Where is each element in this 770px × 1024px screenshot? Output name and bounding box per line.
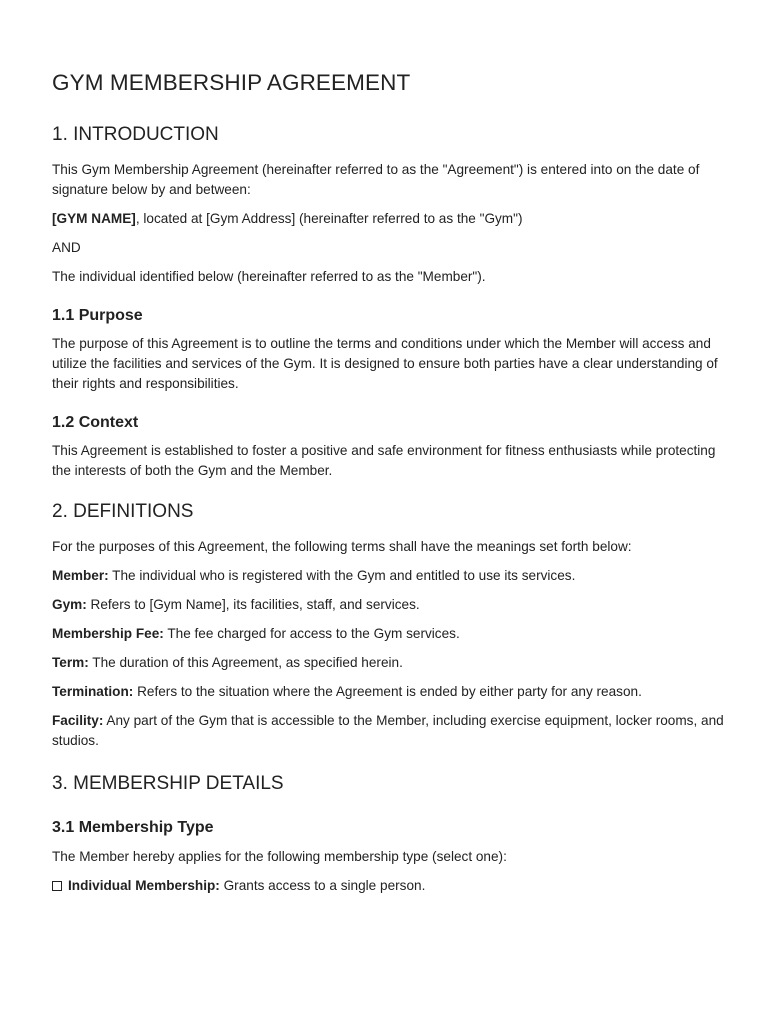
subheading-membership-type: 3.1 Membership Type [52, 819, 214, 836]
definition-termination: Termination: Refers to the situation where the Agreement is ended by either party for any reason. [52, 684, 642, 699]
context-paragraph: This Agreement is established to foster a positive and safe environment for fitness enthusiasts while protecting the interests of both the Gym and the Member. [52, 443, 716, 478]
subheading-purpose: 1.1 Purpose [52, 307, 143, 324]
definition-membership-fee: Membership Fee: The fee charged for access to the Gym services. [52, 626, 460, 641]
definition-facility: Facility: Any part of the Gym that is accessible to the Member, including exercise equipment, locker rooms, and studios. [52, 713, 724, 748]
definition-gym: Gym: Refers to [Gym Name], its facilities, staff, and services. [52, 597, 420, 612]
option-individual-membership: Individual Membership: Grants access to a single person. [52, 876, 724, 896]
subheading-context: 1.2 Context [52, 414, 139, 431]
purpose-paragraph: The purpose of this Agreement is to outline the terms and conditions under which the Member will access and utilize the facilities and services of the Gym. It is designed to ensure both parties have a clear understanding of their rights and responsibilities. [52, 336, 718, 391]
definition-term: Term: The duration of this Agreement, as specified herein. [52, 655, 403, 670]
document-title: GYM MEMBERSHIP AGREEMENT [52, 70, 411, 95]
section-heading-membership-details: 3. MEMBERSHIP DETAILS [52, 773, 284, 794]
member-party-paragraph: The individual identified below (hereinafter referred to as the "Member"). [52, 269, 486, 284]
section-heading-introduction: 1. INTRODUCTION [52, 124, 219, 145]
section-heading-definitions: 2. DEFINITIONS [52, 501, 194, 522]
definition-member: Member: The individual who is registered with the Gym and entitled to use its services. [52, 568, 576, 583]
checkbox-icon[interactable] [52, 881, 62, 891]
and-paragraph: AND [52, 240, 81, 255]
gym-name-placeholder: [GYM NAME] [52, 211, 136, 226]
definitions-intro: For the purposes of this Agreement, the following terms shall have the meanings set forth below: [52, 539, 632, 554]
intro-paragraph: This Gym Membership Agreement (hereinafter referred to as the "Agreement") is entered into on the date of signature below by and between: [52, 162, 700, 197]
gym-party-paragraph: [GYM NAME], located at [Gym Address] (hereinafter referred to as the "Gym") [52, 211, 523, 226]
membership-type-intro: The Member hereby applies for the following membership type (select one): [52, 849, 507, 864]
document-page [52, 70, 724, 896]
